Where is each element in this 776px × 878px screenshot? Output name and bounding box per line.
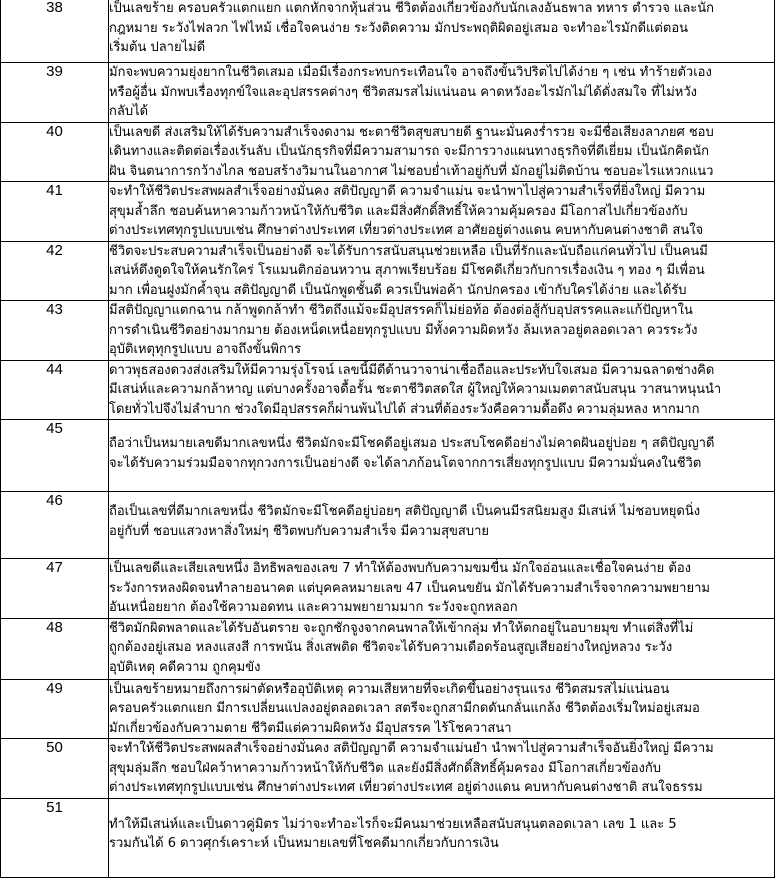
table-row: [1, 420, 775, 492]
description-line: ต่างประเทศทุกรูปแบบเช่น ศึกษาต่างประเทศ เที่ยวต่างประเทศ อาศัยอยู่ต่างแดน คบหากับคนต่างชาติ สนใจ: [109, 223, 704, 238]
number-value: 41: [46, 182, 63, 199]
description-line: ชีวิตมักผิดพลาดและได้รับอันตราย จะถูกชักจูงจากคนพาลให้เข้ากลุ่ม ทำให้ตกอยู่ในอบายมุข ทำแต่สิ่งที่ไม่: [109, 620, 694, 636]
table-row: [1, 63, 775, 123]
description-cell[interactable]: [109, 739, 775, 799]
table-row: [1, 798, 775, 877]
description-line: ถือว่าเป็นหมายเลขดีมากเลขหนึ่ง ชีวิตมักจะมีโชคดีอยู่เสมอ ประสบโชคดีอย่างไม่คาดฝันอยู่บ่อย ๆ สติปัญญาดี: [109, 436, 715, 451]
description-line: กฎหมาย ระวังไฟลวก ไฟไหม้ เชื่อใจคนง่าย ระวังติดความ มักประพฤติผิดอยู่เสมอ จะทำอะไรมักดีแต่ตอน: [109, 20, 689, 36]
description-line: อยู่กับที่ ชอบแสวงหาสิ่งใหม่ๆ ชีวิตพบกับความสำเร็จ มีความสุขสบาย: [109, 523, 489, 539]
description-cell[interactable]: [109, 182, 775, 242]
description-line: เดินทางและติดต่อเรื่องเร้นลับ เป็นนักธุรกิจที่มีความสามารถ จะมีการวางแผนทางธุรกิจที่ดีเยี่ยม เป็นนักคิดนัก: [109, 144, 709, 159]
description-cell[interactable]: [109, 360, 775, 420]
number-cell[interactable]: [1, 241, 109, 301]
description-cell[interactable]: [109, 0, 775, 63]
number-cell[interactable]: [1, 798, 109, 877]
number-cell[interactable]: [1, 492, 109, 559]
description-line: ชีวิตจะประสบความสำเร็จเป็นอย่างดี จะได้รับการสนับสนุนช่วยเหลือ เป็นที่รักและนับถือแก่คนทั่วไป เป็นคนมี: [109, 243, 708, 259]
description-line: ต่างประเทศทุกรูปแบบเช่น ศึกษาต่างประเทศ เที่ยวต่างประเทศ อยู่ต่างแดน คบหากับคนต่างชาติ สนใจธรรม: [109, 780, 703, 795]
number-cell[interactable]: [1, 182, 109, 242]
table-row: [1, 739, 775, 799]
table-row: [1, 122, 775, 182]
description-line: มีสติปัญญาแตกฉาน กล้าพูดกล้าทำ ชีวิตถึงแม้จะมีอุปสรรคก็ไม่ย่อท้อ ต้องต่อสู้กับอุปสรรคและแก้ปัญหาใน: [109, 303, 693, 318]
description-cell[interactable]: [109, 420, 775, 492]
number-value: 46: [46, 492, 63, 509]
number-cell[interactable]: [1, 122, 109, 182]
description-line: ดาวพุธสองดวงส่งเสริมให้มีความรุ่งโรจน์ เลขนี้มีดีด้านวาจาน่าเชื่อถือและประทับใจเสมอ มีความฉลาดช่างคิด: [109, 362, 715, 378]
description-line: อุบัติเหตุทุกรูปแบบ อาจถึงขั้นพิการ: [109, 342, 302, 357]
description-cell[interactable]: [109, 122, 775, 182]
number-value: 42: [46, 241, 63, 259]
table-row: [1, 241, 775, 301]
description-line: หรือผู้อื่น มักพบเรื่องทุกข์ใจและอุปสรรคต่างๆ ชีวิตสมรสไม่แน่นอน คาดหวังอะไรมักไม่ได้ดั่งสมใจ ที่ไม่หวัง: [109, 84, 697, 100]
number-value: 51: [46, 798, 63, 816]
table-row: [1, 301, 775, 361]
table-row: [1, 492, 775, 559]
description-line: อุบัติเหตุ คดีความ ถูกคุมขัง: [109, 659, 261, 675]
description-cell[interactable]: [109, 301, 775, 361]
description-line: ครอบครัวแตกแยก มีการเปลี่ยนแปลงอยู่ตลอดเวลา สตรีจะถูกสามีกดดันกลั่นแกล้ง ชีวิตต้องเริ่มใหม่อยู่เสมอ: [109, 701, 700, 716]
description-line: มีเสน่ห์และความกล้าหาญ แต่บางครั้งอาจดื้อรั้น ชะตาชีวิตสดใส ผู้ใหญ่ให้ความเมตตาสนับสนุน วาสนาหนุนนำ: [109, 382, 722, 397]
description-line: เป็นเลขดี ส่งเสริมให้ได้รับความสำเร็จงดงาม ชะตาชีวิตสุขสบายดี ฐานะมั่นคงร่ำรวย จะมีชื่อเสียงลาภยศ ชอบ: [109, 124, 714, 140]
table-row: [1, 360, 775, 420]
number-value: 38: [46, 0, 63, 16]
description-line: เป็นเลขดีและเสียเลขหนึ่ง อิทธิพลของเลข 7 ทำให้ต้องพบกับความขมขื่น มักใจอ่อนและเชื่อใจคนง่าย ต้อง: [109, 561, 692, 576]
number-value: 45: [46, 420, 63, 437]
number-value: 40: [46, 122, 63, 140]
description-cell[interactable]: [109, 63, 775, 123]
number-value: 47: [46, 559, 63, 576]
number-cell[interactable]: [1, 63, 109, 123]
number-value: 50: [46, 739, 63, 756]
description-line: รวมกันได้ 6 ดาวศุกร์เคราะห์ เป็นหมายเลขที่โชคดีมากเกี่ยวกับการเงิน: [109, 836, 499, 851]
number-value: 39: [46, 63, 63, 80]
description-cell[interactable]: [109, 559, 775, 619]
table-row: [1, 559, 775, 619]
number-cell[interactable]: [1, 420, 109, 492]
description-line: เป็นเลขร้าย ครอบครัวแตกแยก แตกหักจากหุ้นส่วน ชีวิตต้องเกี่ยวข้องกับนักเลงอันธพาล ทหาร ตำรวจ และนัก: [109, 1, 715, 16]
description-line: กลับได้: [109, 104, 149, 119]
description-line: มักเกี่ยวข้องกับความตาย ชีวิตมีแต่ความผิดหวัง มีอุปสรรค ไร้โชควาสนา: [109, 720, 512, 736]
description-cell[interactable]: [109, 679, 775, 739]
description-line: สุขุมล้ำลึก ชอบค้นหาความก้าวหน้าให้กับชีวิต และมีสิ่งศักดิ์สิทธิ์ให้ความคุ้มครอง มีโอกาสไปเกี่ยวข้องกับ: [109, 203, 688, 219]
number-cell[interactable]: [1, 0, 109, 63]
number-cell[interactable]: [1, 559, 109, 619]
description-line: ถูกต้องอยู่เสมอ หลงแสงสี การพนัน สิ่งเสพติด ชีวิตจะได้รับความเดือดร้อนสูญเสียอย่างใหญ่หลวง ระวัง: [109, 640, 673, 655]
description-line: จะทำให้ชีวิตประสพผลสำเร็จอย่างมั่นคง สติปัญญาดี ความจำแม่น จะนำพาไปสู่ความสำเร็จที่ยิ่งใหญ่ มีความ: [109, 184, 706, 199]
number-cell[interactable]: [1, 679, 109, 739]
number-value: 48: [46, 618, 63, 636]
description-line: มักจะพบความยุ่งยากในชีวิตเสมอ เมื่อมีเรื่องกระทบกระเทือนใจ อาจถึงขั้นวิปริตไปได้ง่าย ๆ เช่น ทำร้ายตัวเอง: [109, 65, 712, 80]
description-line: มาก เพื่อนฝูงมักค้ำจุน สติปัญญาดี เป็นนักพูดชั้นดี ควรเป็นพ่อค้า นักปกครอง เข้ากับใครได้ง่าย และได้รับ: [109, 282, 687, 298]
description-line: อันเหนื่อยยาก ต้องใช้ความอดทน และความพยายามมาก ระวังจะถูกหลอก: [109, 600, 518, 615]
number-cell[interactable]: [1, 618, 109, 679]
description-cell[interactable]: [109, 492, 775, 559]
description-cell[interactable]: [109, 618, 775, 679]
description-line: เสน่ห์ดึงดูดใจให้คนรักใคร่ โรแมนติกอ่อนหวาน สุภาพเรียบร้อย มีโชคดีเกี่ยวกับการเรื่องเงิน ๆ ทอง ๆ มีเพื่อน: [109, 263, 705, 278]
number-cell[interactable]: [1, 739, 109, 799]
description-line: ฝัน จินตนาการกว้างไกล ชอบสร้างวิมานในอากาศ ไม่ชอบย่ำเท้าอยู่กับที่ มักอยู่ไม่ติดบ้าน ชอบอะไรแหวกแนว: [109, 163, 714, 179]
description-cell[interactable]: [109, 798, 775, 877]
number-value: 49: [46, 679, 63, 697]
description-line: โดยทั่วไปจึงไม่ลำบาก ช่วงใดมีอุปสรรคก็ผ่านพ้นไปได้ ส่วนที่ต้องระวังคือความดื้อดึง ความลุ่มหลง หากมาก: [109, 401, 700, 417]
table-body: [1, 0, 775, 877]
description-line: ระวังการหลงผิดจนทำลายอนาคต แต่บุคคลหมายเลข 47 เป็นคนขยัน มักได้รับความสำเร็จจากความพยายาม: [109, 580, 710, 596]
description-line: การดำเนินชีวิตอย่างมากมาย ต้องเหน็ดเหนื่อยทุกรูปแบบ มีทั้งความผิดหวัง ล้มเหลวอยู่ตลอดเวลา ควรระวัง: [109, 322, 698, 338]
description-cell[interactable]: [109, 241, 775, 301]
description-line: เริ่มต้น ปลายไม่ดี: [109, 40, 206, 55]
description-line: จะได้รับความร่วมมือจากทุกวงการเป็นอย่างดี จะได้ลาภก้อนโตจากการเสี่ยงทุกรูปแบบ มีความมั่นคงในชีวิต: [109, 455, 702, 471]
description-line: สุขุมลุ่มลึก ชอบใฝ่คว้าหาความก้าวหน้าให้กับชีวิต และยังมีสิ่งศักดิ์สิทธิ์คุ้มครอง มีโอกาสเกี่ยวข้องกับ: [109, 760, 661, 776]
number-value: 44: [46, 360, 63, 378]
table-row: [1, 679, 775, 739]
description-line: เป็นเลขร้ายหมายถึงการผ่าตัดหรืออุบัติเหตุ ความเสียหายที่จะเกิดขึ้นอย่างรุนแรง ชีวิตสมรสไม่แน่นอน: [109, 681, 670, 697]
table-row: [1, 0, 775, 63]
table-row: [1, 618, 775, 679]
number-cell[interactable]: [1, 301, 109, 361]
table-row: [1, 182, 775, 242]
number-value: 43: [46, 301, 63, 318]
description-line: ถือเป็นเลขที่ดีมากเลขหนึ่ง ชีวิตมักจะมีโชคดีอยู่บ่อยๆ สติปัญญาดี เป็นคนมีรสนิยมสูง มีเสน่ห์ ไม่ชอบหยุดนิ่ง: [109, 504, 701, 519]
description-line: จะทำให้ชีวิตประสพผลสำเร็จอย่างมั่นคง สติปัญญาดี ความจำแม่นยำ นำพาไปสู่ความสำเร็จอันยิ่งใหญ่ มีความ: [109, 741, 714, 756]
number-cell[interactable]: [1, 360, 109, 420]
description-line: ทำให้มีเสน่ห์และเป็นดาวคู่มิตร ไม่ว่าจะทำอะไรก็จะมีคนมาช่วยเหลือสนับสนุนตลอดเวลา เลข 1 และ 5: [109, 816, 677, 832]
